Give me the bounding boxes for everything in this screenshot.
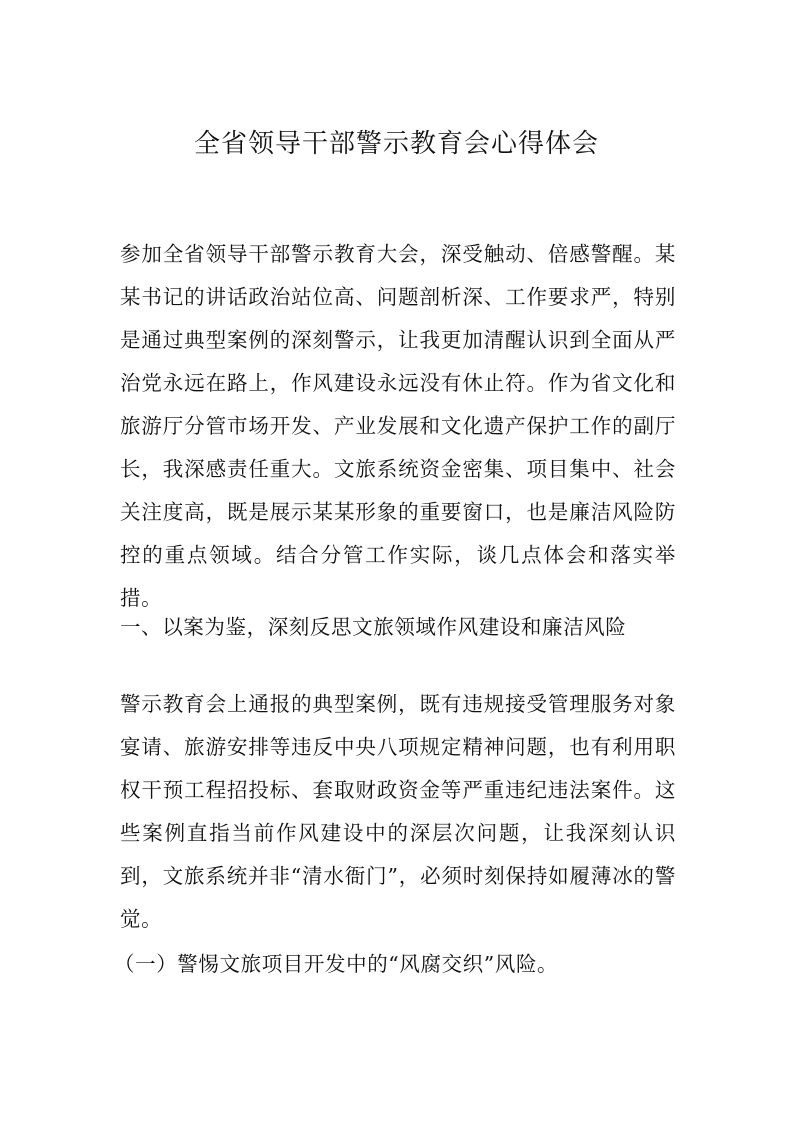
document-title: 全省领导干部警示教育会心得体会	[193, 129, 599, 159]
subsection-heading-1: （一）警惕文旅项目开发中的“风腐交织”风险。	[114, 952, 559, 976]
section-1-paragraph: 警示教育会上通报的典型案例，既有违规接受管理服务对象宴请、旅游安排等违反中央八项规定精神问题，也有利用职权干预工程招投标、套取财政资金等严重违纪违法案件。这些案例直指当前作风建设中的深层次问题，让我深刻认识到，文旅系统并非“清水衙门”，必须时刻保持如履薄冰的警觉。	[120, 692, 676, 931]
intro-paragraph: 参加全省领导干部警示教育大会，深受触动、倍感警醒。某某书记的讲话政治站位高、问题剖析深、工作要求严，特别是通过典型案例的深刻警示，让我更加清醒认识到全面从严治党永远在路上，作风建设永远没有休止符。作为省文化和旅游厅分管市场开发、产业发展和文化遗产保护工作的副厅长，我深感责任重大。文旅系统资金密集、项目集中、社会关注度高，既是展示某某形象的重要窗口，也是廉洁风险防控的重点领域。结合分管工作实际，谈几点体会和落实举措。	[120, 242, 676, 610]
section-heading-1: 一、以案为鉴，深刻反思文旅领域作风建设和廉洁风险	[120, 615, 627, 639]
